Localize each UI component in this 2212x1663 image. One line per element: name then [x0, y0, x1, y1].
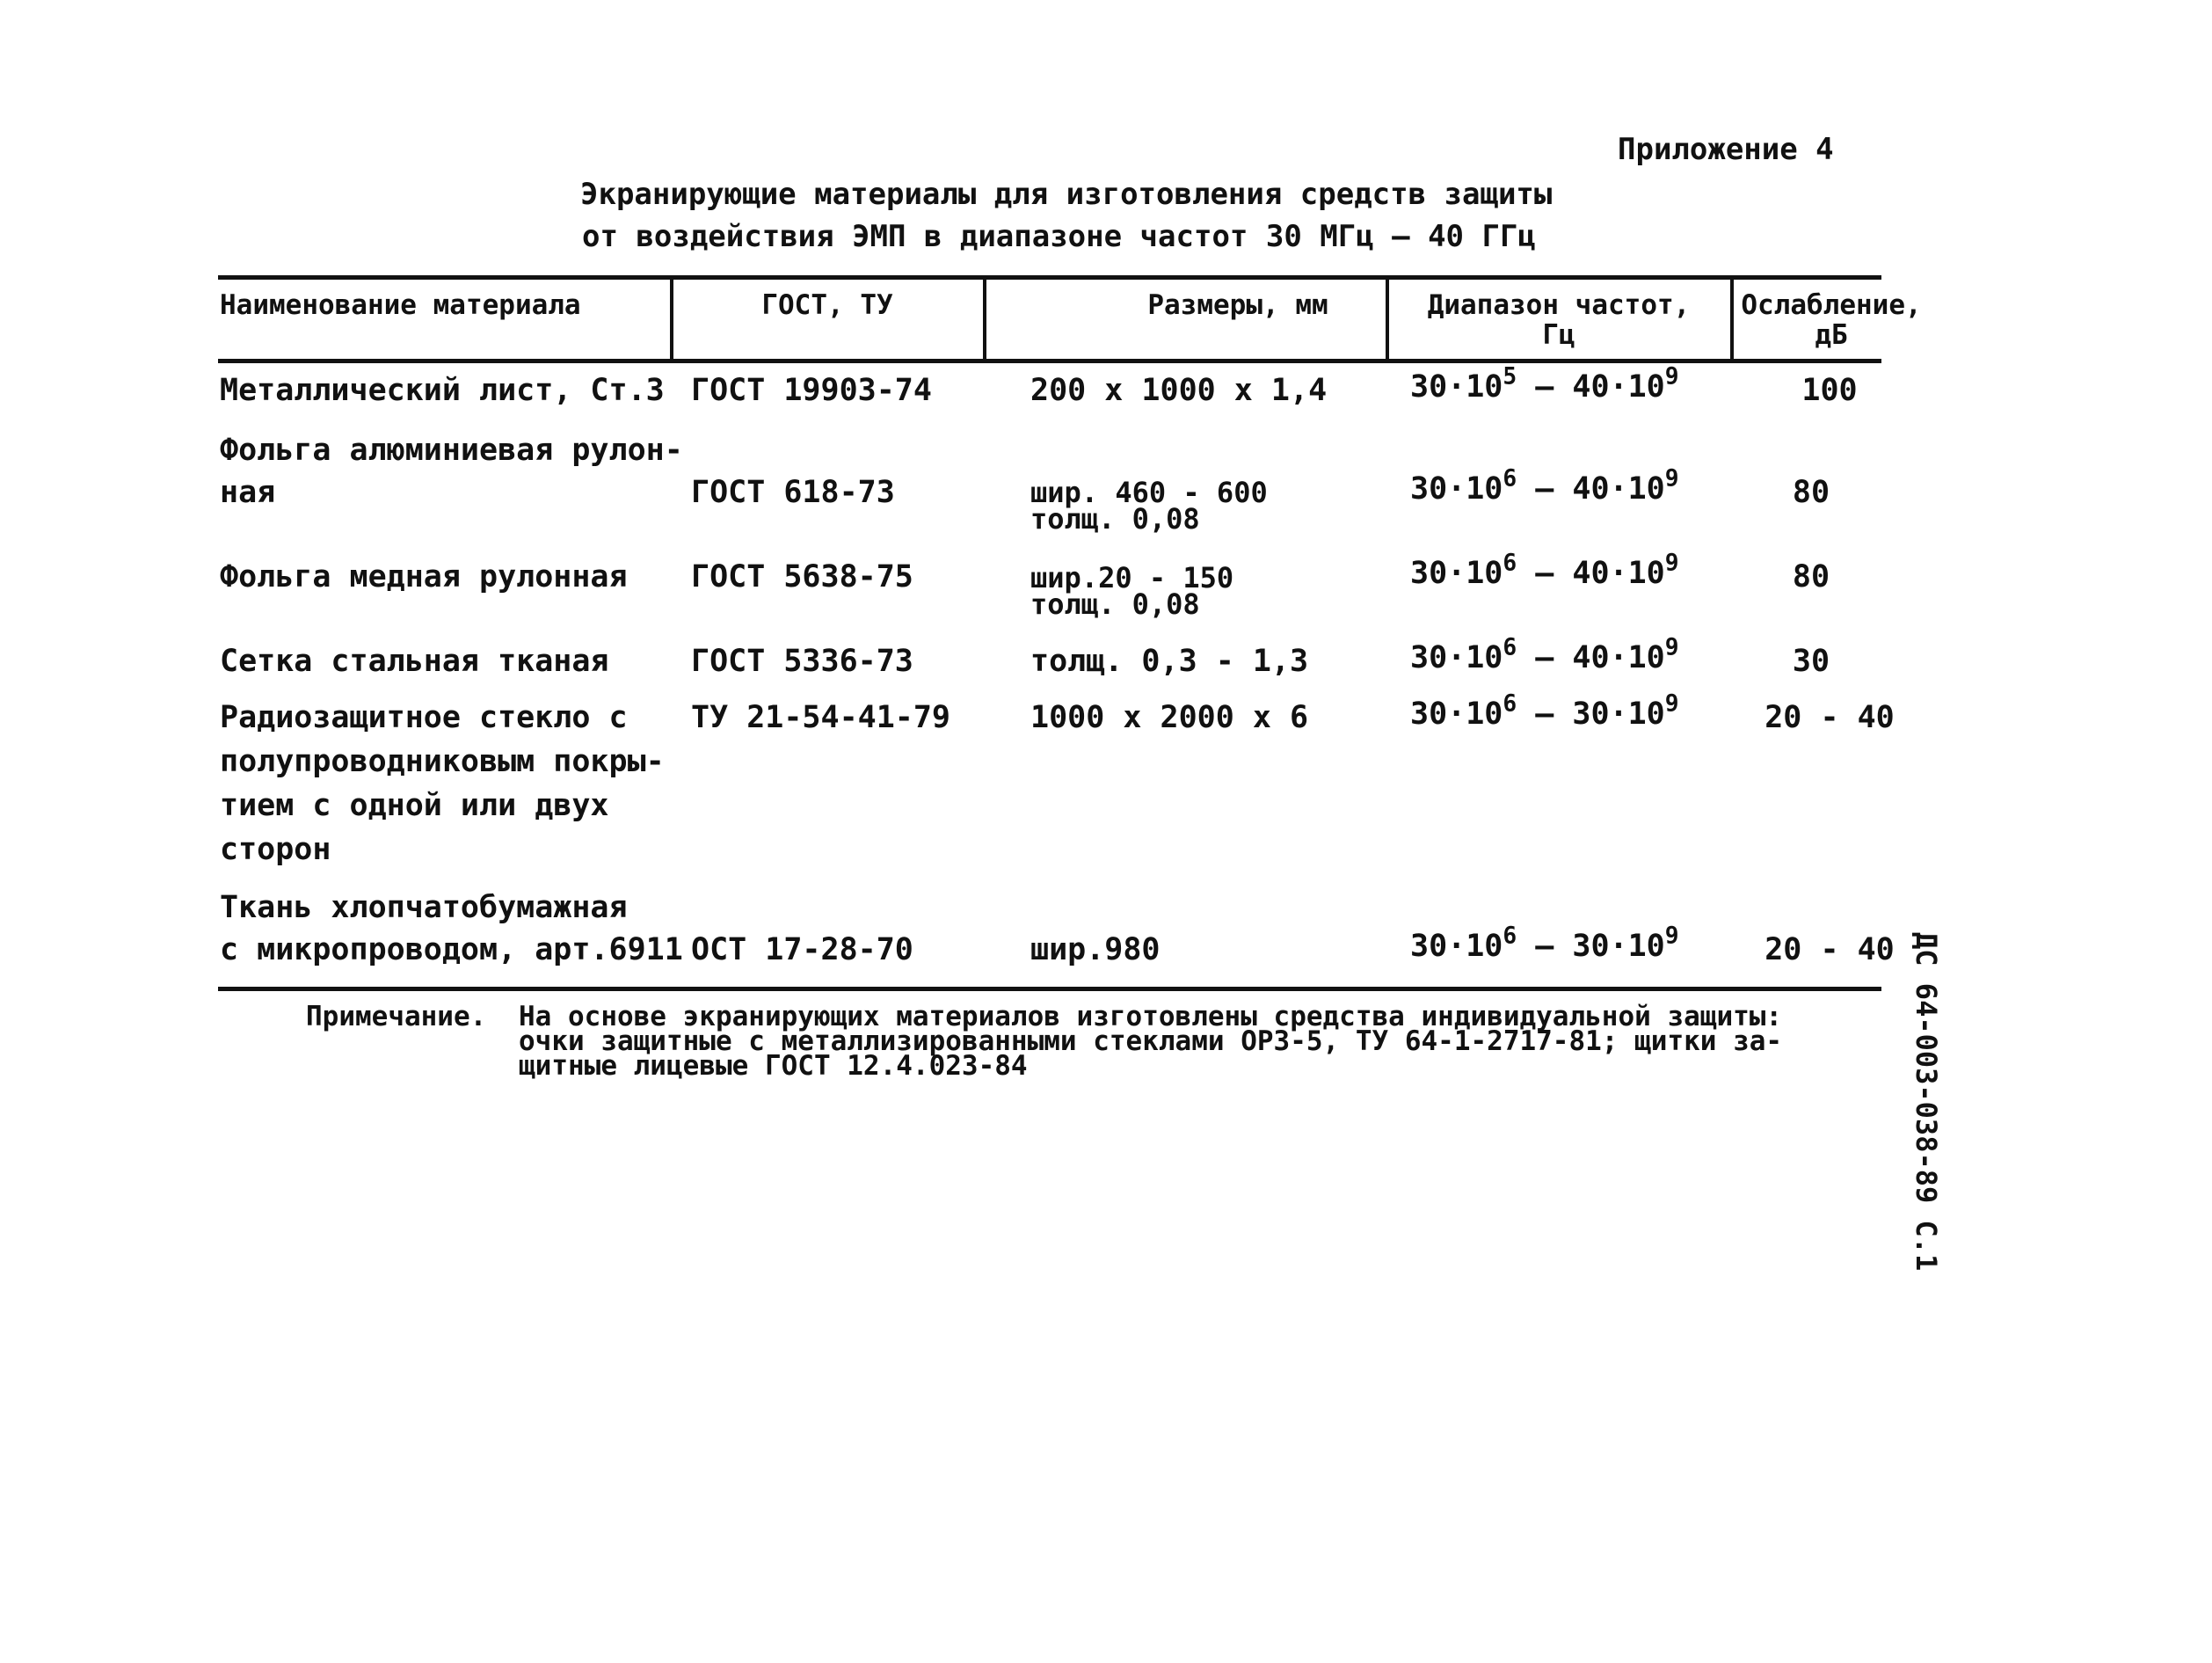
row1-range: $30\cdot 10^5 - 40\cdot 10^9$ [1410, 363, 1679, 405]
header-attenuation-line1: Ослабление, [1741, 289, 1922, 321]
row4-size: толщ. 0,3 - 1,3 [1030, 644, 1309, 679]
row3-gost: ГОСТ 5638-75 [691, 559, 913, 594]
row6-size: шир.980 [1030, 932, 1161, 967]
header-range-line2: Гц [1542, 319, 1575, 351]
row1-size: 200 x 1000 x 1,4 [1030, 373, 1328, 408]
row5-size: 1000 x 2000 x 6 [1030, 700, 1309, 735]
row4-range: $30\cdot 10^6 - 40\cdot 10^9$ [1410, 634, 1679, 675]
row2-attenuation: 80 [1792, 475, 1830, 510]
row1-name: Металлический лист, Ст.3 [220, 373, 665, 408]
row3-attenuation: 80 [1792, 559, 1830, 594]
row2-size-line2: толщ. 0,08 [1030, 502, 1200, 536]
row2-gost: ГОСТ 618-73 [691, 475, 895, 510]
table-bottom-rule [218, 987, 1881, 991]
row6-gost: ОСТ 17-28-70 [691, 932, 913, 967]
row5-name-line1: Радиозащитное стекло с [220, 700, 628, 735]
row6-attenuation: 20 - 40 [1765, 932, 1895, 967]
row1-attenuation: 100 [1801, 373, 1858, 408]
row5-name-line2: полупроводниковым покры- [220, 744, 665, 779]
table-header-rule [218, 359, 1881, 363]
header-attenuation-line2: дБ [1815, 319, 1848, 351]
title-line-1: Экранирующие материалы для изготовления средств защиты [580, 177, 1553, 212]
header-size: Размеры, мм [1147, 289, 1328, 321]
header-range-line1: Диапазон частот, [1427, 289, 1691, 321]
table-top-rule [218, 275, 1881, 280]
header-range [1389, 290, 1728, 350]
header-name: Наименование материала [220, 289, 581, 321]
row3-name: Фольга медная рулонная [220, 559, 628, 594]
note-label: Примечание. [306, 1001, 487, 1032]
row4-gost: ГОСТ 5336-73 [691, 644, 913, 679]
row5-range: $30\cdot 10^6 - 30\cdot 10^9$ [1410, 690, 1679, 732]
row6-name-line2: с микропроводом, арт.6911 [220, 932, 683, 967]
row5-name-line4: сторон [220, 832, 331, 867]
document-code: ДС 64-003-038-89 С.1 [1910, 932, 1943, 1272]
header-gost: ГОСТ, ТУ [761, 289, 893, 321]
row4-name: Сетка стальная тканая [220, 644, 609, 679]
row5-gost: ТУ 21-54-41-79 [691, 700, 951, 735]
header-attenuation [1734, 290, 1929, 350]
title-line-2: от воздействия ЭМП в диапазоне частот 30 МГц – 40 ГГц [582, 219, 1536, 254]
row6-range: $30\cdot 10^6 - 30\cdot 10^9$ [1410, 923, 1679, 964]
row3-size-line2: толщ. 0,08 [1030, 587, 1200, 621]
row3-range: $30\cdot 10^6 - 40\cdot 10^9$ [1410, 550, 1679, 591]
row4-attenuation: 30 [1792, 644, 1830, 679]
row1-gost: ГОСТ 19903-74 [691, 373, 932, 408]
row5-name-line3: тием с одной или двух [220, 788, 609, 823]
row6-name-line1: Ткань хлопчатобумажная [220, 890, 628, 925]
note-line-2: очки защитные с металлизированными стеклами ОРЗ-5, ТУ 64-1-2717-81; щитки за- [519, 1025, 1783, 1057]
row2-range: $30\cdot 10^6 - 40\cdot 10^9$ [1410, 465, 1679, 507]
row2-name-line2: ная [220, 475, 276, 510]
row2-name-line1: Фольга алюминиевая рулон- [220, 433, 683, 468]
note-line-3: щитные лицевые ГОСТ 12.4.023-84 [519, 1050, 1028, 1082]
appendix-label: Приложение 4 [1618, 132, 1834, 167]
row5-attenuation: 20 - 40 [1765, 700, 1895, 735]
note-line-1: На основе экранирующих материалов изготовлены средства индивидуальной защиты: [519, 1001, 1783, 1032]
row3-size-line1: шир.20 - 150 [1030, 561, 1234, 594]
row2-size-line1: шир. 460 - 600 [1030, 476, 1268, 509]
note-text [519, 1001, 1881, 1082]
